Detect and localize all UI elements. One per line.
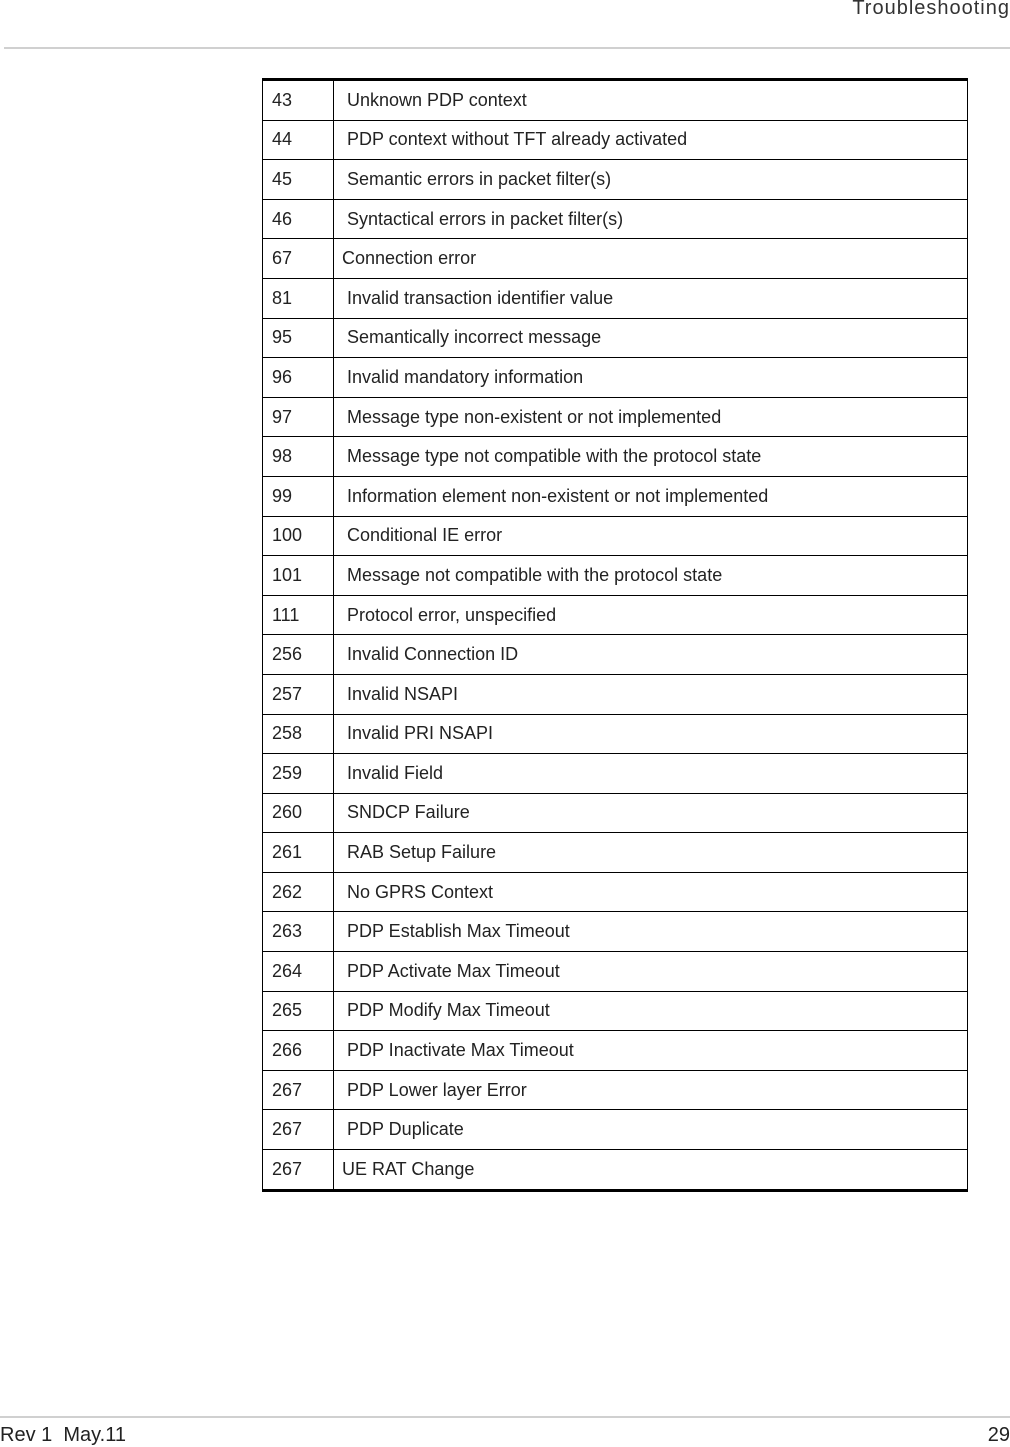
error-code: 96 xyxy=(263,358,334,398)
error-code: 260 xyxy=(263,793,334,833)
header-divider xyxy=(4,47,1010,49)
error-description: Unknown PDP context xyxy=(334,80,968,121)
error-description: Semantically incorrect message xyxy=(334,318,968,358)
error-description: PDP Modify Max Timeout xyxy=(334,991,968,1031)
error-description: Invalid PRI NSAPI xyxy=(334,714,968,754)
table-row xyxy=(263,1031,968,1071)
error-description: Invalid Field xyxy=(334,754,968,794)
error-code: 267 xyxy=(263,1070,334,1110)
error-description: Message type not compatible with the protocol state xyxy=(334,437,968,477)
table-row xyxy=(263,1150,968,1191)
error-description: Information element non-existent or not implemented xyxy=(334,476,968,516)
footer-divider xyxy=(0,1416,1010,1418)
error-description: RAB Setup Failure xyxy=(334,833,968,873)
error-code: 95 xyxy=(263,318,334,358)
page-number: 29 xyxy=(987,1424,1010,1446)
error-code: 99 xyxy=(263,476,334,516)
error-code: 100 xyxy=(263,516,334,556)
error-code: 44 xyxy=(263,120,334,160)
footer-revision: Rev 1 May.11 xyxy=(0,1424,126,1446)
table-row xyxy=(263,952,968,992)
error-code: 267 xyxy=(263,1150,334,1191)
error-code: 45 xyxy=(263,160,334,200)
table-row xyxy=(263,199,968,239)
error-code: 266 xyxy=(263,1031,334,1071)
error-code: 259 xyxy=(263,754,334,794)
error-description: Invalid NSAPI xyxy=(334,674,968,714)
table-row xyxy=(263,1070,968,1110)
table-row xyxy=(263,714,968,754)
error-description: Message not compatible with the protocol state xyxy=(334,556,968,596)
error-code: 111 xyxy=(263,595,334,635)
error-code: 257 xyxy=(263,674,334,714)
table-row xyxy=(263,516,968,556)
error-code: 258 xyxy=(263,714,334,754)
error-description: Connection error xyxy=(334,239,968,279)
table-row xyxy=(263,160,968,200)
table-row xyxy=(263,912,968,952)
error-code: 46 xyxy=(263,199,334,239)
error-code: 256 xyxy=(263,635,334,675)
table-row xyxy=(263,595,968,635)
error-code: 67 xyxy=(263,239,334,279)
error-code: 98 xyxy=(263,437,334,477)
error-description: PDP Establish Max Timeout xyxy=(334,912,968,952)
table-row xyxy=(263,239,968,279)
error-description: No GPRS Context xyxy=(334,872,968,912)
table-row xyxy=(263,674,968,714)
table-row xyxy=(263,318,968,358)
table-row xyxy=(263,556,968,596)
error-code: 97 xyxy=(263,397,334,437)
error-code: 267 xyxy=(263,1110,334,1150)
error-code: 264 xyxy=(263,952,334,992)
error-description: PDP context without TFT already activated xyxy=(334,120,968,160)
error-description: UE RAT Change xyxy=(334,1150,968,1191)
error-code: 81 xyxy=(263,278,334,318)
table-row xyxy=(263,397,968,437)
error-description: Conditional IE error xyxy=(334,516,968,556)
table-row xyxy=(263,833,968,873)
error-description: Invalid Connection ID xyxy=(334,635,968,675)
table-row xyxy=(263,476,968,516)
error-description: PDP Duplicate xyxy=(334,1110,968,1150)
page-header-title: Troubleshooting xyxy=(852,0,1010,19)
error-description: PDP Lower layer Error xyxy=(334,1070,968,1110)
error-description: PDP Inactivate Max Timeout xyxy=(334,1031,968,1071)
error-description: PDP Activate Max Timeout xyxy=(334,952,968,992)
error-code: 43 xyxy=(263,80,334,121)
error-code: 101 xyxy=(263,556,334,596)
error-code: 265 xyxy=(263,991,334,1031)
error-description: SNDCP Failure xyxy=(334,793,968,833)
error-description: Invalid mandatory information xyxy=(334,358,968,398)
error-description: Message type non-existent or not implemented xyxy=(334,397,968,437)
table-row xyxy=(263,991,968,1031)
error-description: Protocol error, unspecified xyxy=(334,595,968,635)
error-description: Syntactical errors in packet filter(s) xyxy=(334,199,968,239)
table-row xyxy=(263,358,968,398)
error-description: Semantic errors in packet filter(s) xyxy=(334,160,968,200)
table-row xyxy=(263,872,968,912)
error-code: 261 xyxy=(263,833,334,873)
table-row xyxy=(263,278,968,318)
table-row xyxy=(263,754,968,794)
table-row xyxy=(263,635,968,675)
table-row xyxy=(263,793,968,833)
error-code: 263 xyxy=(263,912,334,952)
table-row xyxy=(263,1110,968,1150)
error-description: Invalid transaction identifier value xyxy=(334,278,968,318)
table-row xyxy=(263,80,968,121)
table-row xyxy=(263,120,968,160)
error-code-table xyxy=(262,78,968,1192)
table-row xyxy=(263,437,968,477)
error-code: 262 xyxy=(263,872,334,912)
